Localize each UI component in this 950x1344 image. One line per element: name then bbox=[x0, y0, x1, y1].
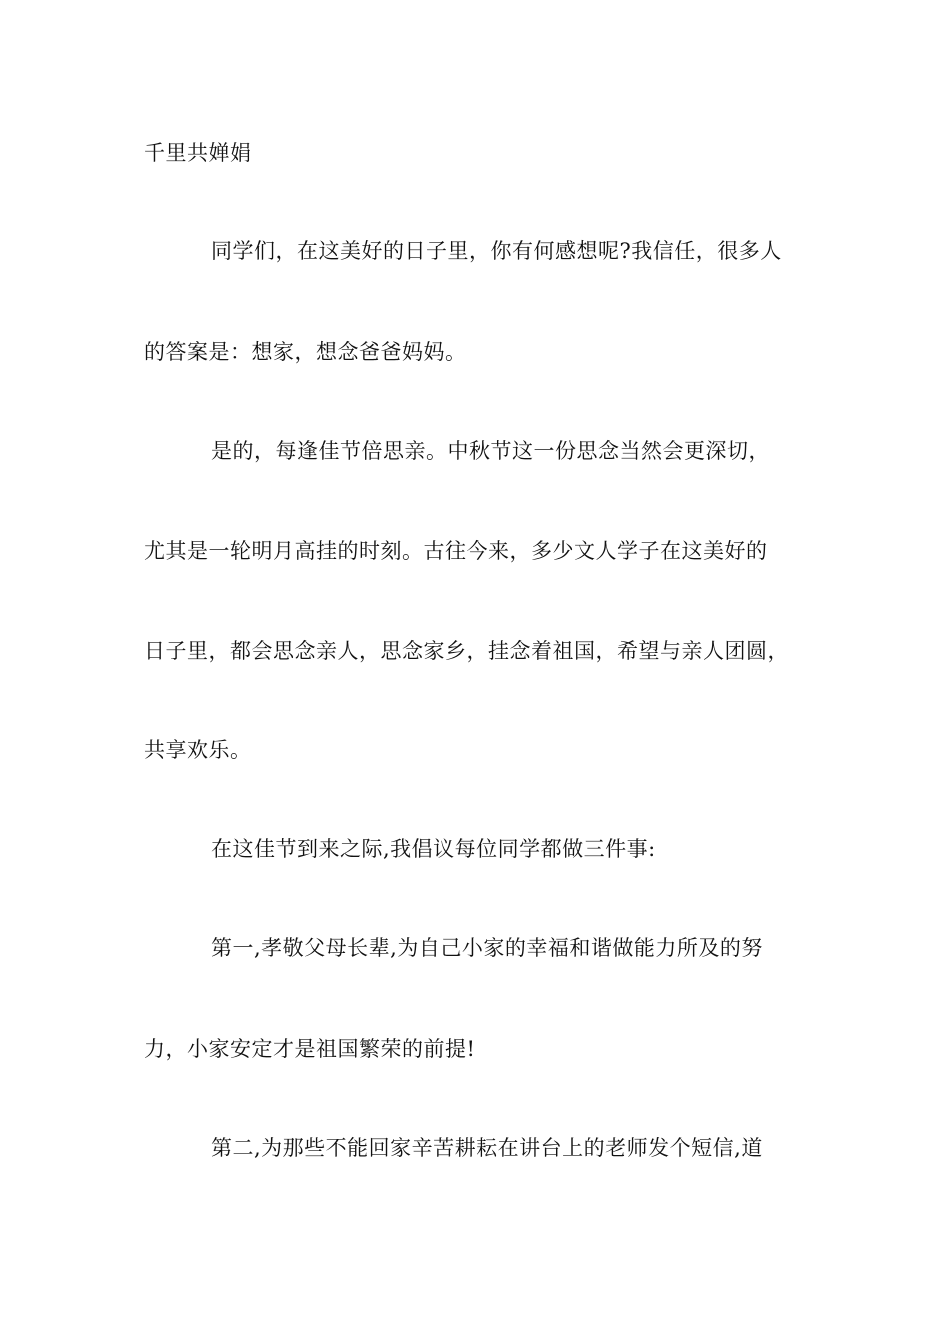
paragraph-first-line: 同学们，在这美好的日子里，你有何感想呢?我信任，很多人 bbox=[211, 239, 782, 263]
paragraph-first-line: 第二,为那些不能回家辛苦耕耘在讲台上的老师发个短信,道 bbox=[211, 1136, 763, 1160]
paragraph-first-line: 在这佳节到来之际,我倡议每位同学都做三件事: bbox=[211, 837, 656, 861]
text-line: 力，小家安定才是祖国繁荣的前提! bbox=[144, 1037, 476, 1061]
paragraph-first-line: 第一,孝敬父母长辈,为自己小家的幸福和谐做能力所及的努 bbox=[211, 936, 763, 960]
text-line: 共享欢乐。 bbox=[144, 738, 252, 762]
text-line: 日子里，都会思念亲人，思念家乡，挂念着祖国，希望与亲人团圆， bbox=[144, 639, 789, 663]
text-line: 的答案是：想家，想念爸爸妈妈。 bbox=[144, 340, 467, 364]
text-line: 尤其是一轮明月高挂的时刻。古往今来，多少文人学子在这美好的 bbox=[144, 539, 768, 563]
paragraph-first-line: 是的，每逢佳节倍思亲。中秋节这一份思念当然会更深切， bbox=[211, 439, 770, 463]
text-line: 千里共婵娟 bbox=[144, 141, 252, 165]
